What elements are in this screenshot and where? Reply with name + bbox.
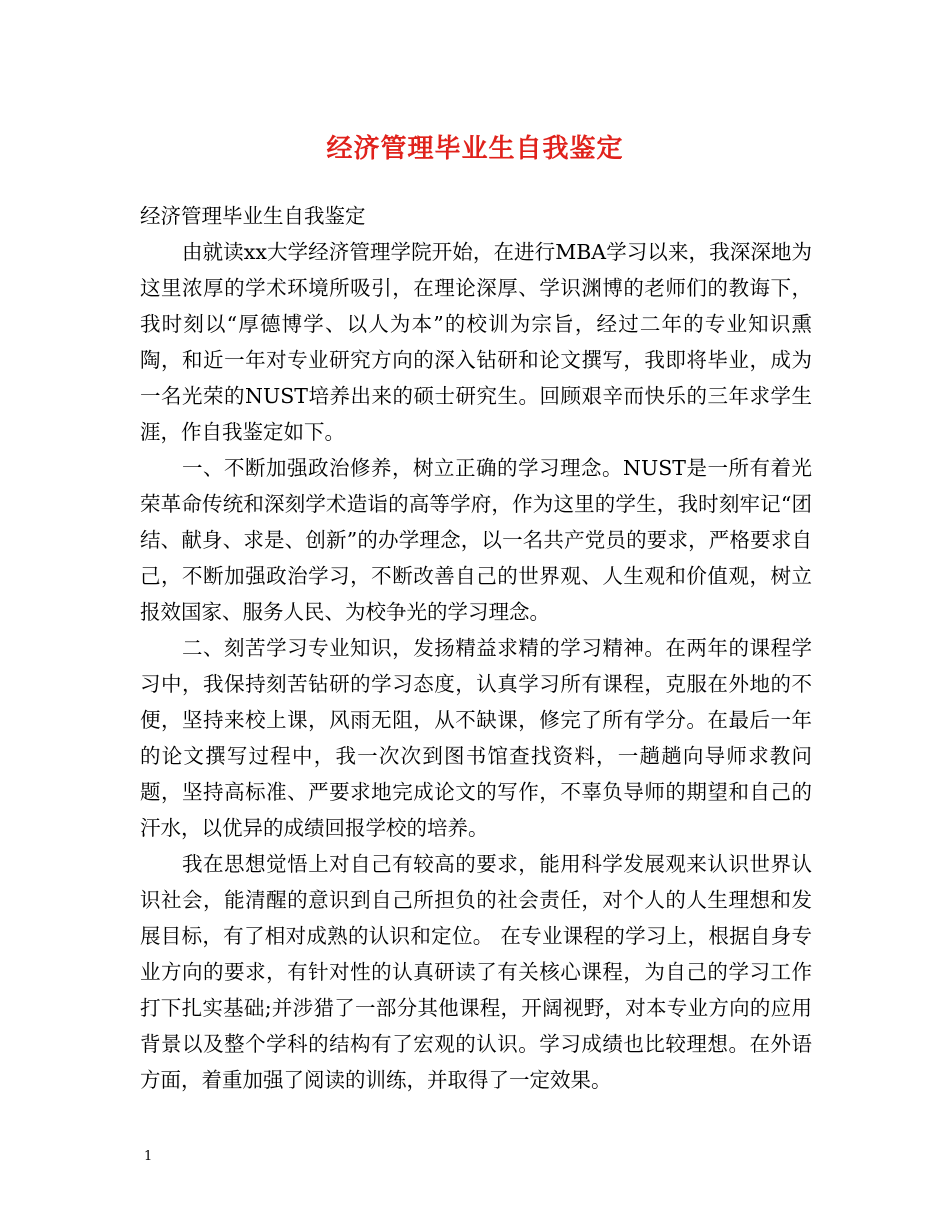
paragraph-study: 二、刻苦学习专业知识，发扬精益求精的学习精神。在两年的课程学习中，我保持刻苦钻研的学习态度，认真学习所有课程，克服在外地的不便，坚持来校上课，风雨无阻，从不缺课，修完了所有学分。在最后一年的论文撰写过程中，我一次次到图书馆查找资料，一趟趟向导师求教问题，坚持高标准、严要求地完成论文的写作，不辜负导师的期望和自己的汗水，以优异的成绩回报学校的培养。 — [140, 636, 812, 840]
document-title: 经济管理毕业生自我鉴定 — [326, 134, 624, 164]
document-subtitle: 经济管理毕业生自我鉴定 — [140, 204, 366, 228]
document-body — [140, 198, 812, 1098]
paragraph-political: 一、不断加强政治修养，树立正确的学习理念。NUST是一所有着光荣革命传统和深刻学术造诣的高等学府，作为这里的学生，我时刻牢记“团结、献身、求是、创新”的办学理念，以一名共产党员的要求，严格要求自己，不断加强政治学习，不断改善自己的世界观、人生观和价值观，树立报效国家、服务人民、为校争光的学习理念。 — [140, 456, 812, 624]
page-number: 1 — [144, 1149, 153, 1164]
paragraph-self-assessment: 我在思想觉悟上对自己有较高的要求，能用科学发展观来认识世界认识社会，能清醒的意识到自己所担负的社会责任，对个人的人生理想和发展目标，有了相对成熟的认识和定位。 在专业课程的学习上，根据自身专业方向的要求，有针对性的认真研读了有关核心课程，为自己的学习工作打下扎实基础;并涉猎了一部分其他课程，开阔视野，对本专业方向的应用背景以及整个学科的结构有了宏观的认识。学习成绩也比较理想。在外语方面，着重加强了阅读的训练，并取得了一定效果。 — [140, 852, 812, 1092]
paragraph-intro: 由就读xx大学经济管理学院开始，在进行MBA学习以来，我深深地为这里浓厚的学术环境所吸引，在理论深厚、学识渊博的老师们的教诲下，我时刻以“厚德博学、以人为本”的校训为宗旨，经过二年的专业知识熏陶，和近一年对专业研究方向的深入钻研和论文撰写，我即将毕业，成为一名光荣的NUST培养出来的硕士研究生。回顾艰辛而快乐的三年求学生涯，作自我鉴定如下。 — [140, 240, 812, 444]
